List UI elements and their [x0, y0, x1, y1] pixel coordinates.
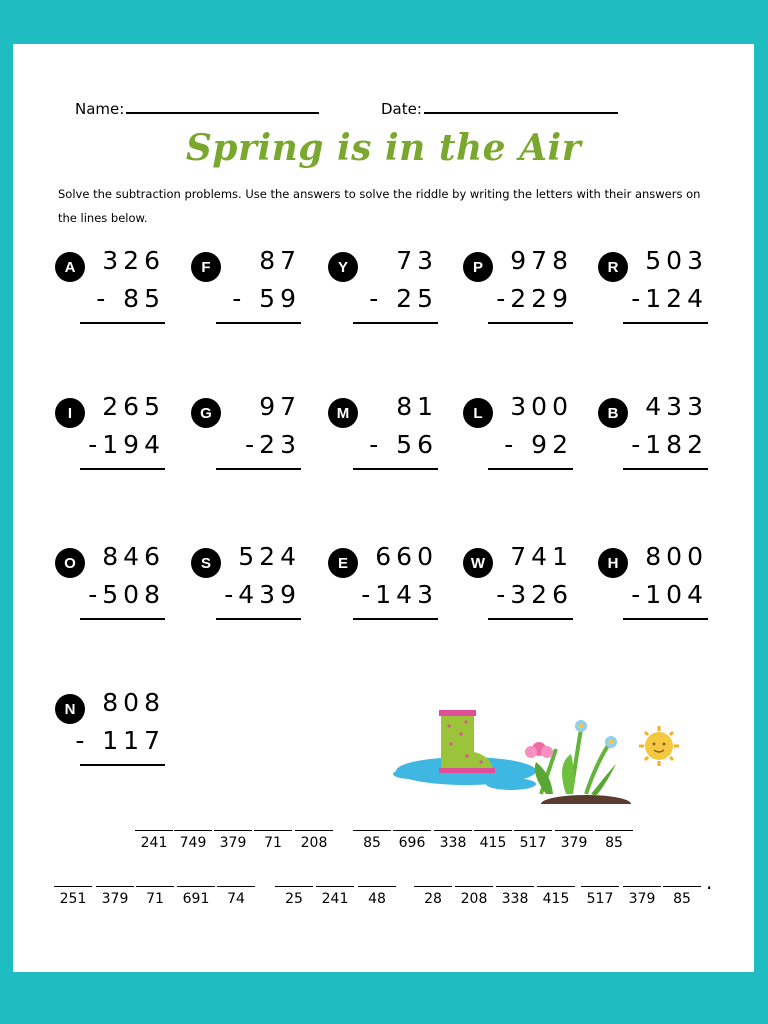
letter-badge: P — [463, 252, 493, 282]
blank-line — [96, 886, 134, 887]
minuend: 87 — [259, 246, 301, 275]
riddle-blank[interactable] — [495, 886, 535, 907]
blank-line — [514, 830, 552, 831]
riddle-blank[interactable] — [294, 830, 334, 851]
riddle-number: 28 — [424, 891, 442, 907]
answer-line — [488, 468, 573, 470]
answer-line — [216, 322, 301, 324]
date-label: Date: — [381, 100, 422, 118]
riddle-number: 48 — [368, 891, 386, 907]
blank-line — [358, 886, 396, 887]
riddle-blank[interactable] — [274, 886, 314, 907]
minuend: 81 — [396, 392, 438, 421]
riddle-number: 241 — [140, 835, 168, 851]
page-title: Spring is in the Air — [185, 127, 582, 169]
riddle-number: 517 — [519, 835, 547, 851]
riddle-blank[interactable] — [662, 886, 702, 907]
worksheet-page — [13, 44, 754, 972]
subtrahend: -326 — [496, 580, 573, 609]
letter-badge: I — [55, 398, 85, 428]
riddle-blank[interactable] — [413, 886, 453, 907]
riddle-number: 25 — [285, 891, 303, 907]
problem-b — [598, 390, 708, 470]
letter-badge: A — [55, 252, 85, 282]
answer-line — [353, 468, 438, 470]
name-label: Name: — [75, 100, 125, 118]
blank-line — [275, 886, 313, 887]
blank-line — [623, 886, 661, 887]
answer-line — [216, 618, 301, 620]
riddle-blank[interactable] — [433, 830, 473, 851]
riddle-blank[interactable] — [253, 830, 293, 851]
subtrahend: - 59 — [232, 284, 301, 313]
riddle-blank[interactable] — [135, 886, 175, 907]
answer-line — [488, 322, 573, 324]
riddle-number: 85 — [605, 835, 623, 851]
problem-r — [598, 244, 708, 324]
answer-line — [80, 322, 165, 324]
letter-badge: E — [328, 548, 358, 578]
blank-line — [555, 830, 593, 831]
minuend: 433 — [645, 392, 708, 421]
minuend: 326 — [102, 246, 165, 275]
blank-line — [434, 830, 472, 831]
riddle-number: 71 — [146, 891, 164, 907]
riddle-number: 379 — [560, 835, 588, 851]
instructions: Solve the subtraction problems. Use the answers to solve the riddle by writing the letters with their answers on the lines below. — [58, 187, 701, 225]
riddle-number: 85 — [363, 835, 381, 851]
riddle-number: 379 — [219, 835, 247, 851]
riddle-blank[interactable] — [594, 830, 634, 851]
riddle-end-mark: . — [706, 870, 713, 894]
problem-l — [463, 390, 573, 470]
blank-line — [217, 886, 255, 887]
minuend: 978 — [510, 246, 573, 275]
answer-line — [353, 618, 438, 620]
answer-line — [353, 322, 438, 324]
blank-line — [295, 830, 333, 831]
name-line — [126, 98, 319, 114]
riddle-blank[interactable] — [134, 830, 174, 851]
riddle-blank[interactable] — [352, 830, 392, 851]
riddle-blank[interactable] — [580, 886, 620, 907]
letter-badge: B — [598, 398, 628, 428]
riddle-number: 251 — [59, 891, 87, 907]
riddle-number: 379 — [101, 891, 129, 907]
riddle-blank[interactable] — [95, 886, 135, 907]
rain-boot-icon — [439, 710, 495, 773]
problem-h — [598, 540, 708, 620]
minuend: 660 — [375, 542, 438, 571]
answer-line — [623, 468, 708, 470]
riddle-number: 696 — [398, 835, 426, 851]
answer-line — [80, 468, 165, 470]
riddle-number: 749 — [179, 835, 207, 851]
blank-line — [663, 886, 701, 887]
answer-line — [623, 618, 708, 620]
riddle-number: 517 — [586, 891, 614, 907]
riddle-number: 338 — [439, 835, 467, 851]
blank-line — [135, 830, 173, 831]
riddle-blank[interactable] — [53, 886, 93, 907]
riddle-number: 208 — [460, 891, 488, 907]
riddle-blank[interactable] — [622, 886, 662, 907]
subtrahend: -194 — [88, 430, 165, 459]
date-line — [424, 98, 618, 114]
problem-w — [463, 540, 573, 620]
letter-badge: W — [463, 548, 493, 578]
problem-n — [55, 686, 165, 766]
subtrahend: - 56 — [369, 430, 438, 459]
subtrahend: -124 — [631, 284, 708, 313]
sun-icon — [639, 726, 679, 766]
riddle-number: 415 — [542, 891, 570, 907]
riddle-number: 415 — [479, 835, 507, 851]
subtrahend: -439 — [224, 580, 301, 609]
subtrahend: - 117 — [75, 726, 165, 755]
riddle-blank[interactable] — [216, 886, 256, 907]
blank-line — [177, 886, 215, 887]
date-field[interactable] — [381, 98, 618, 118]
blank-line — [174, 830, 212, 831]
minuend: 800 — [645, 542, 708, 571]
riddle-blank[interactable] — [213, 830, 253, 851]
subtrahend: - 92 — [504, 430, 573, 459]
problem-i — [55, 390, 165, 470]
blank-line — [353, 830, 391, 831]
riddle-blank[interactable] — [513, 830, 553, 851]
riddle-blank[interactable] — [536, 886, 576, 907]
minuend: 808 — [102, 688, 165, 717]
subtrahend: -143 — [361, 580, 438, 609]
blank-line — [136, 886, 174, 887]
answer-line — [623, 322, 708, 324]
problem-a — [55, 244, 165, 324]
letter-badge: L — [463, 398, 493, 428]
riddle-blank[interactable] — [357, 886, 397, 907]
letter-badge: M — [328, 398, 358, 428]
subtrahend: -104 — [631, 580, 708, 609]
blank-line — [414, 886, 452, 887]
answer-line — [488, 618, 573, 620]
subtrahend: -182 — [631, 430, 708, 459]
riddle-blank[interactable] — [392, 830, 432, 851]
blank-line — [316, 886, 354, 887]
minuend: 503 — [645, 246, 708, 275]
subtrahend: -229 — [496, 284, 573, 313]
problem-s — [191, 540, 301, 620]
minuend: 300 — [510, 392, 573, 421]
blank-line — [581, 886, 619, 887]
letter-badge: O — [55, 548, 85, 578]
riddle-number: 241 — [321, 891, 349, 907]
riddle-blank[interactable] — [176, 886, 216, 907]
letter-badge: R — [598, 252, 628, 282]
subtrahend: - 25 — [369, 284, 438, 313]
blank-line — [595, 830, 633, 831]
subtrahend: -23 — [245, 430, 301, 459]
answer-line — [80, 764, 165, 766]
problem-g — [191, 390, 301, 470]
answer-line — [80, 618, 165, 620]
minuend: 524 — [238, 542, 301, 571]
riddle-number: 85 — [673, 891, 691, 907]
problem-p — [463, 244, 573, 324]
problem-e — [328, 540, 438, 620]
letter-badge: Y — [328, 252, 358, 282]
blank-line — [474, 830, 512, 831]
blank-line — [54, 886, 92, 887]
riddle-number: 691 — [182, 891, 210, 907]
flowers-icon — [525, 720, 631, 804]
blank-line — [537, 886, 575, 887]
problem-m — [328, 390, 438, 470]
subtrahend: -508 — [88, 580, 165, 609]
riddle-number: 338 — [501, 891, 529, 907]
minuend: 846 — [102, 542, 165, 571]
subtrahend: - 85 — [96, 284, 165, 313]
blank-line — [214, 830, 252, 831]
riddle-blank[interactable] — [454, 886, 494, 907]
spring-illustration — [381, 674, 681, 804]
riddle-blank[interactable] — [473, 830, 513, 851]
riddle-number: 208 — [300, 835, 328, 851]
letter-badge: H — [598, 548, 628, 578]
blank-line — [393, 830, 431, 831]
letter-badge: N — [55, 694, 85, 724]
letter-badge: F — [191, 252, 221, 282]
blank-line — [254, 830, 292, 831]
riddle-number: 379 — [628, 891, 656, 907]
name-field[interactable] — [75, 98, 319, 118]
riddle-number: 71 — [264, 835, 282, 851]
minuend: 97 — [259, 392, 301, 421]
riddle-blank[interactable] — [315, 886, 355, 907]
problem-o — [55, 540, 165, 620]
answer-line — [216, 468, 301, 470]
minuend: 265 — [102, 392, 165, 421]
letter-badge: G — [191, 398, 221, 428]
blank-line — [496, 886, 534, 887]
riddle-number: 74 — [227, 891, 245, 907]
minuend: 741 — [510, 542, 573, 571]
riddle-blank[interactable] — [173, 830, 213, 851]
letter-badge: S — [191, 548, 221, 578]
riddle-blank[interactable] — [554, 830, 594, 851]
blank-line — [455, 886, 493, 887]
minuend: 73 — [396, 246, 438, 275]
problem-f — [191, 244, 301, 324]
problem-y — [328, 244, 438, 324]
